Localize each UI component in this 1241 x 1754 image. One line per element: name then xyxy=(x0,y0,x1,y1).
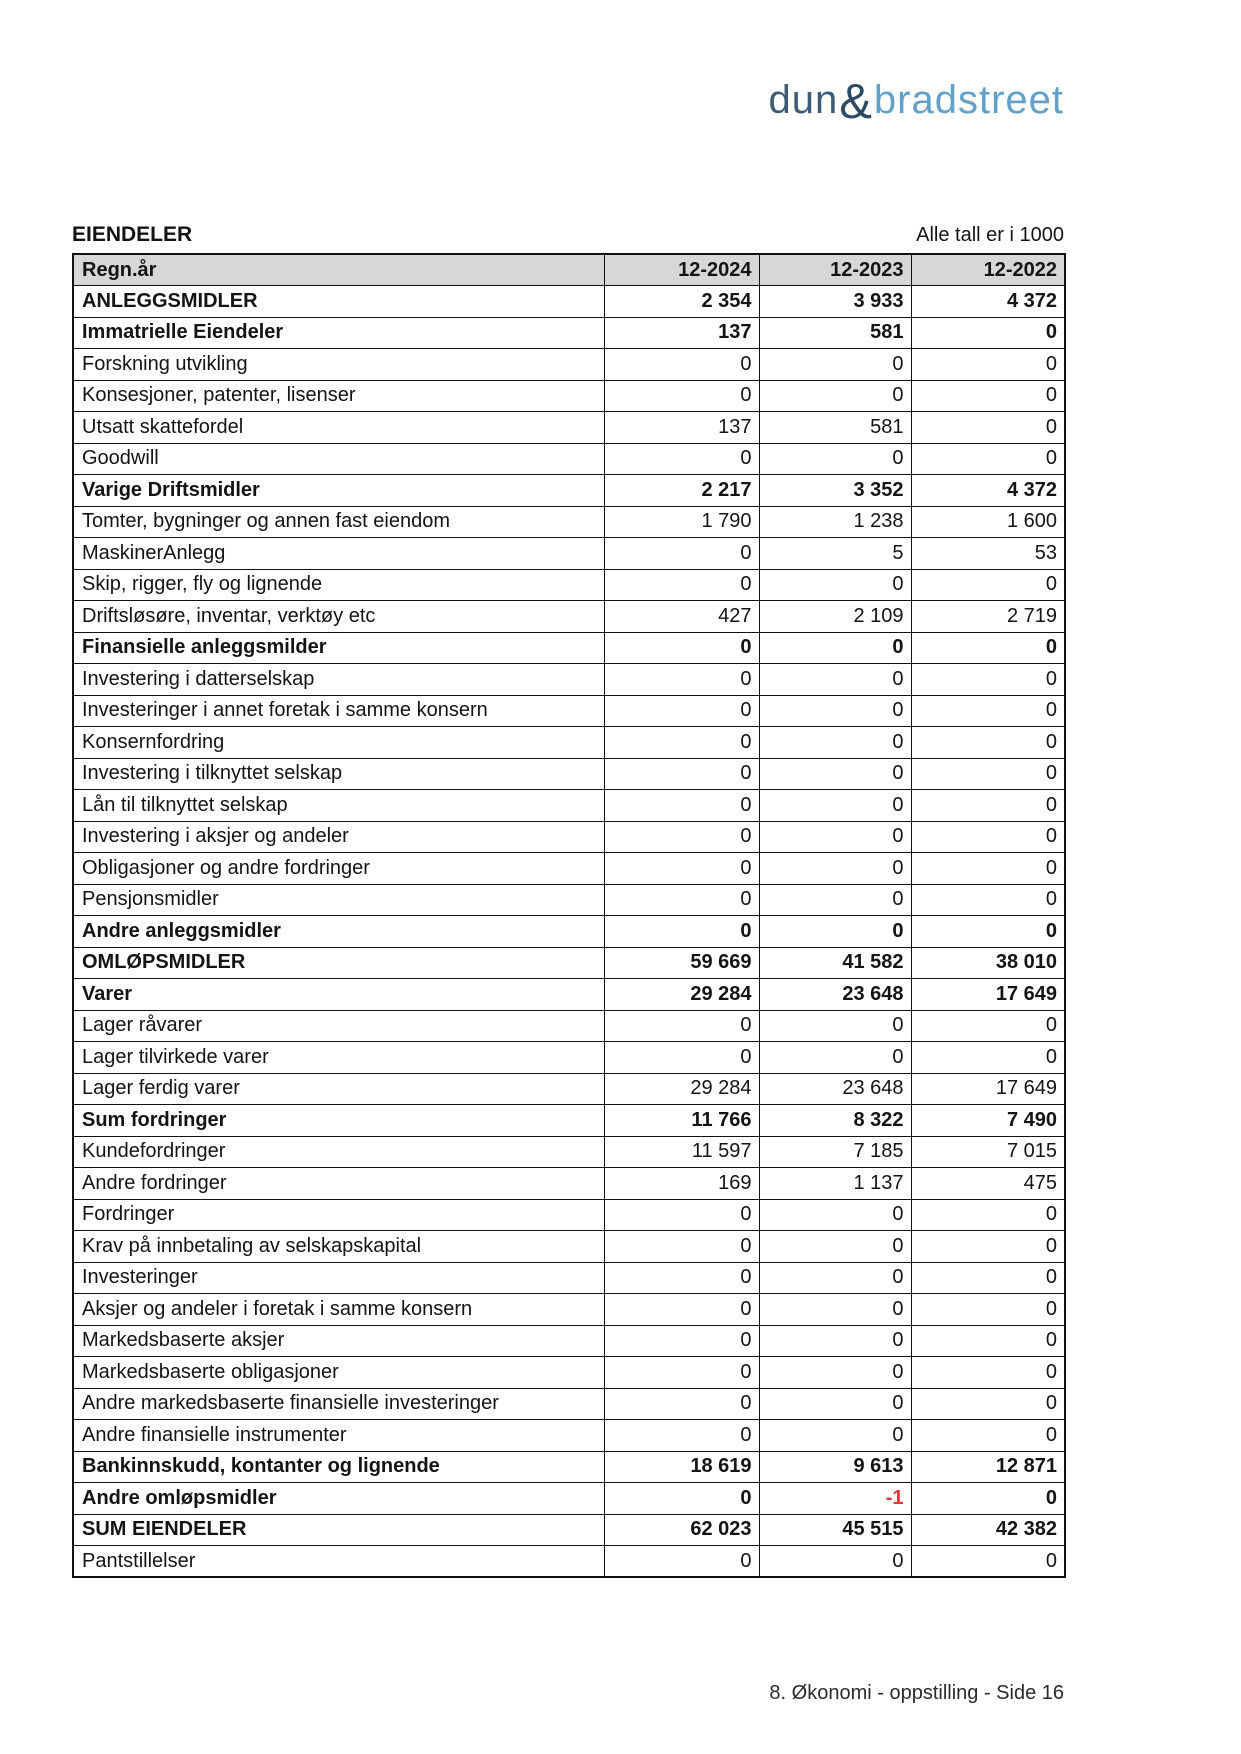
header-col-2024: 12-2024 xyxy=(604,254,759,286)
row-label: OMLØPSMIDLER xyxy=(73,947,604,979)
row-value: 0 xyxy=(604,443,759,475)
row-value: 0 xyxy=(604,664,759,696)
row-value: 17 649 xyxy=(911,1073,1065,1105)
row-label: Markedsbaserte obligasjoner xyxy=(73,1357,604,1389)
table-row xyxy=(73,349,1065,381)
row-value: 0 xyxy=(604,380,759,412)
table-row xyxy=(73,506,1065,538)
row-value: 0 xyxy=(911,1546,1065,1578)
row-value: 0 xyxy=(911,1420,1065,1452)
row-value: 0 xyxy=(911,1483,1065,1515)
table-row xyxy=(73,947,1065,979)
table-row xyxy=(73,1483,1065,1515)
row-value: 8 322 xyxy=(759,1105,911,1137)
row-value: 0 xyxy=(911,412,1065,444)
page-title: EIENDELER xyxy=(72,223,193,246)
row-value: 0 xyxy=(911,916,1065,948)
row-label: Krav på innbetaling av selskapskapital xyxy=(73,1231,604,1263)
table-row xyxy=(73,1294,1065,1326)
row-value: 0 xyxy=(911,853,1065,885)
row-value: 0 xyxy=(759,664,911,696)
row-value: 0 xyxy=(759,790,911,822)
row-value: 9 613 xyxy=(759,1451,911,1483)
table-header-row xyxy=(73,254,1065,286)
row-value: 23 648 xyxy=(759,1073,911,1105)
row-value: 0 xyxy=(604,884,759,916)
page-footer: 8. Økonomi - oppstilling - Side 16 xyxy=(769,1682,1064,1704)
row-value: 0 xyxy=(759,916,911,948)
logo-word-dun: dun xyxy=(768,78,839,122)
row-value: 0 xyxy=(604,758,759,790)
row-label: Lager tilvirkede varer xyxy=(73,1042,604,1074)
row-value: 0 xyxy=(759,1199,911,1231)
row-label: Pantstillelser xyxy=(73,1546,604,1578)
row-label: Investering i aksjer og andeler xyxy=(73,821,604,853)
row-value: 0 xyxy=(604,1388,759,1420)
row-value: 53 xyxy=(911,538,1065,570)
row-value: 0 xyxy=(759,569,911,601)
row-label: Lager råvarer xyxy=(73,1010,604,1042)
header-col-2022: 12-2022 xyxy=(911,254,1065,286)
table-row xyxy=(73,1451,1065,1483)
table-row xyxy=(73,1042,1065,1074)
table-row xyxy=(73,569,1065,601)
balance-sheet-table-wrap xyxy=(72,253,1064,1578)
row-value: 29 284 xyxy=(604,1073,759,1105)
row-label: Investering i datterselskap xyxy=(73,664,604,696)
table-row xyxy=(73,1010,1065,1042)
row-label: Investeringer i annet foretak i samme konsern xyxy=(73,695,604,727)
row-label: Immatrielle Eiendeler xyxy=(73,317,604,349)
row-value: 0 xyxy=(759,1294,911,1326)
row-value: 0 xyxy=(604,1199,759,1231)
row-value: 0 xyxy=(604,538,759,570)
row-label: Varige Driftsmidler xyxy=(73,475,604,507)
row-value: 0 xyxy=(911,1231,1065,1263)
row-value: 0 xyxy=(604,1325,759,1357)
row-value: 0 xyxy=(759,821,911,853)
row-value: 29 284 xyxy=(604,979,759,1011)
row-value: 59 669 xyxy=(604,947,759,979)
table-row xyxy=(73,1514,1065,1546)
row-value: 475 xyxy=(911,1168,1065,1200)
table-row xyxy=(73,1388,1065,1420)
row-value: 7 185 xyxy=(759,1136,911,1168)
row-value: 0 xyxy=(604,695,759,727)
row-label: Forskning utvikling xyxy=(73,349,604,381)
row-value: 0 xyxy=(759,1042,911,1074)
row-value: 23 648 xyxy=(759,979,911,1011)
table-row xyxy=(73,1199,1065,1231)
row-value: 0 xyxy=(911,1042,1065,1074)
row-value: 137 xyxy=(604,412,759,444)
row-value: 0 xyxy=(604,821,759,853)
table-row xyxy=(73,1136,1065,1168)
table-row xyxy=(73,317,1065,349)
row-value: 4 372 xyxy=(911,475,1065,507)
row-value: 0 xyxy=(911,317,1065,349)
row-value: 1 600 xyxy=(911,506,1065,538)
table-row xyxy=(73,1168,1065,1200)
row-label: Bankinnskudd, kontanter og lignende xyxy=(73,1451,604,1483)
row-value: 0 xyxy=(911,727,1065,759)
row-value: 0 xyxy=(911,349,1065,381)
row-value: 427 xyxy=(604,601,759,633)
row-value: 0 xyxy=(604,1420,759,1452)
row-value: 0 xyxy=(604,632,759,664)
row-label: Kundefordringer xyxy=(73,1136,604,1168)
row-label: Aksjer og andeler i foretak i samme konsern xyxy=(73,1294,604,1326)
row-value: 17 649 xyxy=(911,979,1065,1011)
row-label: Varer xyxy=(73,979,604,1011)
row-value: 0 xyxy=(604,1231,759,1263)
row-label: Markedsbaserte aksjer xyxy=(73,1325,604,1357)
row-value: 0 xyxy=(911,380,1065,412)
row-value: 38 010 xyxy=(911,947,1065,979)
row-value: 4 372 xyxy=(911,286,1065,318)
row-label: Andre fordringer xyxy=(73,1168,604,1200)
row-value: 41 582 xyxy=(759,947,911,979)
row-label: Lån til tilknyttet selskap xyxy=(73,790,604,822)
row-value: 0 xyxy=(759,1388,911,1420)
balance-sheet-table xyxy=(72,253,1066,1578)
row-value: 137 xyxy=(604,317,759,349)
header-col-2023: 12-2023 xyxy=(759,254,911,286)
row-value: 0 xyxy=(604,1294,759,1326)
row-value: 0 xyxy=(604,349,759,381)
row-value: 0 xyxy=(911,443,1065,475)
row-value: 7 490 xyxy=(911,1105,1065,1137)
row-value: 0 xyxy=(759,884,911,916)
row-value: 0 xyxy=(604,790,759,822)
row-value: 11 597 xyxy=(604,1136,759,1168)
table-row xyxy=(73,1357,1065,1389)
table-row xyxy=(73,758,1065,790)
table-row xyxy=(73,601,1065,633)
header-label-regnaar: Regn.år xyxy=(73,254,604,286)
row-label: Fordringer xyxy=(73,1199,604,1231)
row-value: 0 xyxy=(911,632,1065,664)
table-body xyxy=(73,286,1065,1578)
row-value: 0 xyxy=(911,1262,1065,1294)
table-row xyxy=(73,412,1065,444)
row-value: 169 xyxy=(604,1168,759,1200)
table-row xyxy=(73,664,1065,696)
row-value: 0 xyxy=(759,1325,911,1357)
row-value: 7 015 xyxy=(911,1136,1065,1168)
table-row xyxy=(73,380,1065,412)
row-value: 18 619 xyxy=(604,1451,759,1483)
table-row xyxy=(73,1105,1065,1137)
table-row xyxy=(73,695,1065,727)
row-label: Skip, rigger, fly og lignende xyxy=(73,569,604,601)
row-value: 2 109 xyxy=(759,601,911,633)
row-value: 0 xyxy=(911,695,1065,727)
table-row xyxy=(73,1262,1065,1294)
row-value: 0 xyxy=(911,1010,1065,1042)
row-value: 0 xyxy=(759,1546,911,1578)
row-label: Konsesjoner, patenter, lisenser xyxy=(73,380,604,412)
row-value: 581 xyxy=(759,317,911,349)
table-row xyxy=(73,821,1065,853)
row-value: 0 xyxy=(604,1483,759,1515)
row-value: 0 xyxy=(759,1357,911,1389)
table-row xyxy=(73,1073,1065,1105)
table-row xyxy=(73,979,1065,1011)
row-value: 0 xyxy=(759,695,911,727)
table-caption-row xyxy=(72,223,1064,247)
row-value: 0 xyxy=(759,1420,911,1452)
row-value: 5 xyxy=(759,538,911,570)
table-row xyxy=(73,1546,1065,1578)
row-value: 0 xyxy=(911,884,1065,916)
row-value: 0 xyxy=(604,1262,759,1294)
row-value: 0 xyxy=(604,569,759,601)
table-row xyxy=(73,538,1065,570)
row-value: 0 xyxy=(604,853,759,885)
row-label: ANLEGGSMIDLER xyxy=(73,286,604,318)
dun-and-bradstreet-logo xyxy=(768,75,1064,129)
row-value: 0 xyxy=(604,1546,759,1578)
row-value: 0 xyxy=(759,1231,911,1263)
row-label: Driftsløsøre, inventar, verktøy etc xyxy=(73,601,604,633)
table-row xyxy=(73,443,1065,475)
row-value: 0 xyxy=(759,727,911,759)
row-value: 0 xyxy=(911,790,1065,822)
row-label: Andre anleggsmidler xyxy=(73,916,604,948)
row-label: Tomter, bygninger og annen fast eiendom xyxy=(73,506,604,538)
row-value: 0 xyxy=(759,632,911,664)
row-value: 0 xyxy=(911,821,1065,853)
row-label: Pensjonsmidler xyxy=(73,884,604,916)
table-row xyxy=(73,727,1065,759)
row-value: 0 xyxy=(759,380,911,412)
row-value: 0 xyxy=(911,1325,1065,1357)
row-value: 0 xyxy=(911,569,1065,601)
row-value: 2 217 xyxy=(604,475,759,507)
table-row xyxy=(73,853,1065,885)
row-label: Andre omløpsmidler xyxy=(73,1483,604,1515)
table-row xyxy=(73,790,1065,822)
row-value: 0 xyxy=(759,349,911,381)
row-value: 0 xyxy=(759,443,911,475)
row-value: 2 354 xyxy=(604,286,759,318)
row-value: 3 933 xyxy=(759,286,911,318)
row-label: Finansielle anleggsmilder xyxy=(73,632,604,664)
row-label: SUM EIENDELER xyxy=(73,1514,604,1546)
row-label: Konsernfordring xyxy=(73,727,604,759)
table-row xyxy=(73,884,1065,916)
units-note: Alle tall er i 1000 xyxy=(916,224,1064,246)
row-label: Utsatt skattefordel xyxy=(73,412,604,444)
row-value: 0 xyxy=(911,664,1065,696)
row-label: Andre finansielle instrumenter xyxy=(73,1420,604,1452)
table-row xyxy=(73,632,1065,664)
logo-ampersand-icon: & xyxy=(839,75,873,129)
row-value: 0 xyxy=(759,758,911,790)
table-row xyxy=(73,475,1065,507)
logo-word-bradstreet: bradstreet xyxy=(873,78,1064,122)
row-value: 0 xyxy=(911,1357,1065,1389)
row-label: Goodwill xyxy=(73,443,604,475)
row-value: 1 238 xyxy=(759,506,911,538)
row-value: 0 xyxy=(911,1199,1065,1231)
row-value: 0 xyxy=(911,758,1065,790)
row-value: 0 xyxy=(759,1262,911,1294)
row-value: 45 515 xyxy=(759,1514,911,1546)
row-value: 0 xyxy=(759,1010,911,1042)
row-value: -1 xyxy=(759,1483,911,1515)
row-value: 2 719 xyxy=(911,601,1065,633)
table-row xyxy=(73,1420,1065,1452)
row-value: 1 137 xyxy=(759,1168,911,1200)
row-label: Lager ferdig varer xyxy=(73,1073,604,1105)
row-value: 11 766 xyxy=(604,1105,759,1137)
row-label: Obligasjoner og andre fordringer xyxy=(73,853,604,885)
row-value: 0 xyxy=(604,727,759,759)
row-label: Investeringer xyxy=(73,1262,604,1294)
row-value: 0 xyxy=(604,1010,759,1042)
row-value: 0 xyxy=(604,1357,759,1389)
row-value: 42 382 xyxy=(911,1514,1065,1546)
row-value: 0 xyxy=(759,853,911,885)
row-value: 581 xyxy=(759,412,911,444)
table-row xyxy=(73,1325,1065,1357)
row-label: Sum fordringer xyxy=(73,1105,604,1137)
table-row xyxy=(73,916,1065,948)
row-value: 3 352 xyxy=(759,475,911,507)
table-row xyxy=(73,286,1065,318)
row-value: 12 871 xyxy=(911,1451,1065,1483)
row-value: 1 790 xyxy=(604,506,759,538)
table-row xyxy=(73,1231,1065,1263)
row-label: Investering i tilknyttet selskap xyxy=(73,758,604,790)
row-label: Andre markedsbaserte finansielle investeringer xyxy=(73,1388,604,1420)
row-value: 0 xyxy=(604,916,759,948)
row-value: 0 xyxy=(911,1388,1065,1420)
row-value: 62 023 xyxy=(604,1514,759,1546)
row-value: 0 xyxy=(604,1042,759,1074)
row-label: MaskinerAnlegg xyxy=(73,538,604,570)
row-value: 0 xyxy=(911,1294,1065,1326)
